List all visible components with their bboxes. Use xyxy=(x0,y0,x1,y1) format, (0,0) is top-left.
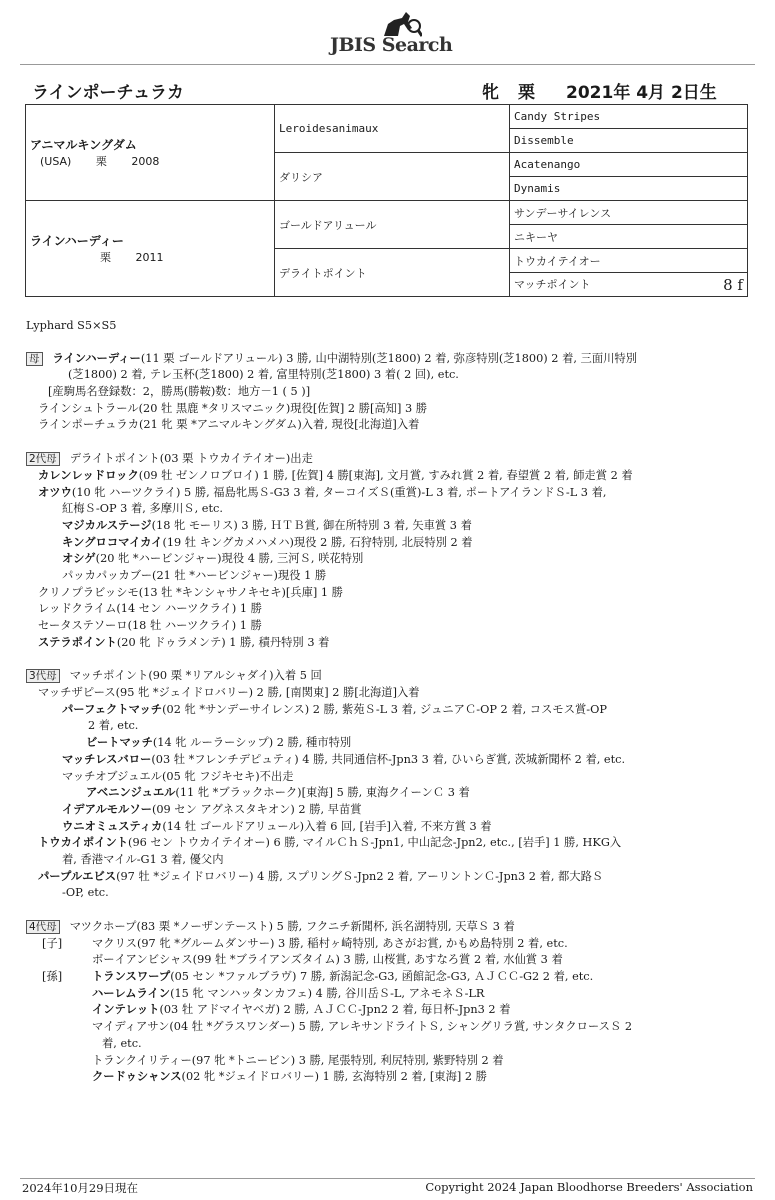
record-line xyxy=(26,635,748,652)
pedigree-ss[interactable]: Leroidesanimaux xyxy=(275,105,510,153)
horse-name-bold[interactable]: ウニオミュスティカ xyxy=(62,819,163,833)
record-line xyxy=(26,601,748,618)
record-line xyxy=(26,1069,748,1086)
footer-divider xyxy=(20,1178,755,1179)
horse-name-bold[interactable]: キングロコマイカイ xyxy=(62,535,163,549)
horse-name-bold[interactable]: ステラポイント xyxy=(38,635,117,649)
pedigree-dsd[interactable]: ニキーヤ xyxy=(510,225,748,249)
generation-tag: 母 xyxy=(26,352,43,366)
record-text: マクリス(97 牝 *グルームダンサー) 3 勝, 稲村ヶ崎特別, あさがお賞, かもめ島特別 2 着, etc. xyxy=(92,936,568,950)
record-line xyxy=(26,752,748,769)
family-sections xyxy=(26,351,748,1086)
record-text: 2 着, etc. xyxy=(88,719,139,733)
record-line xyxy=(26,785,748,802)
record-text: (05 セン *ファルブラヴ) 7 勝, 新潟記念-G3, 函館記念-G3, ＡＪＣＣ-G2 2 着, etc. xyxy=(170,970,594,984)
record-text: (02 牝 *ジェイドロバリー) 1 勝, 玄海特別 2 着, [東海] 2 勝 xyxy=(181,1070,487,1084)
record-line xyxy=(26,718,748,735)
family-number: 8 f xyxy=(723,275,743,294)
pedigree-dam[interactable] xyxy=(26,201,275,297)
pedigree-dd[interactable]: デライトポイント xyxy=(275,249,510,297)
record-text: トランクイリティー(97 牝 *トニービン) 3 勝, 尾張特別, 利尻特別, 紫野特別 2 着 xyxy=(92,1053,504,1067)
relation-label: [子] xyxy=(42,936,63,950)
record-text: 着, 香港マイル-G1 3 着, 優父内 xyxy=(62,852,224,866)
sire-name: アニマルキングダム xyxy=(30,138,137,152)
record-text: (20 牝 ドゥラメンテ) 1 勝, 積丹特別 3 着 xyxy=(116,635,330,649)
record-text: マツクホープ(83 栗 *ノーザンテースト) 5 勝, フクニチ新聞杯, 浜名湖特別, 天草Ｓ 3 着 xyxy=(69,920,515,933)
record-text: [産駒馬名登録数：2，勝馬(勝鞍)数：地方－1 ( 5 )] xyxy=(48,385,311,399)
record-text: (11 牝 *ブラックホーク)[東海] 5 勝, 東海クイーンＣ 3 着 xyxy=(175,786,470,800)
section-1 xyxy=(26,351,748,434)
record-text: -OP, etc. xyxy=(62,886,109,900)
record-line xyxy=(26,1002,748,1019)
sire-color: 栗 xyxy=(95,155,107,168)
record-line xyxy=(26,969,748,986)
record-line xyxy=(26,852,748,869)
pedigree-sd[interactable]: ダリシア xyxy=(275,153,510,201)
pedigree-dds[interactable]: トウカイテイオー xyxy=(510,249,748,273)
record-line xyxy=(26,367,748,384)
record-text: (96 セン トウカイテイオー) 6 勝, マイルＣｈＳ-Jpn1, 中山記念-Jpn2, etc., [岩手] 1 勝, HKG入 xyxy=(128,836,622,850)
record-line xyxy=(26,936,748,953)
horse-name-bold[interactable]: パープルエビス xyxy=(38,869,117,883)
horse-sex: 牝 xyxy=(482,83,499,103)
record-text: マッチポイント(90 栗 *リアルシャダイ)入着 5 回 xyxy=(69,669,322,683)
record-line xyxy=(26,919,748,936)
header-divider xyxy=(20,64,755,65)
record-text: (14 牡 ゴールドアリュール)入着 6 回, [岩手]入着, 不来方賞 3 着 xyxy=(162,819,492,833)
record-text: (20 牝 *ハービンジャー)現役 4 勝, 三河Ｓ, 咲花特別 xyxy=(95,552,364,566)
horse-name-bold[interactable]: インテレット xyxy=(92,1003,160,1017)
record-text: 紅梅Ｓ-OP 3 着, 多摩川Ｓ, etc. xyxy=(62,502,223,516)
generation-tag: 3代母 xyxy=(26,669,60,683)
pedigree-sss[interactable]: Candy Stripes xyxy=(510,105,748,129)
record-text: (14 牝 ルーラーシップ) 2 勝, 種市特別 xyxy=(152,736,352,750)
pedigree-ds[interactable]: ゴールドアリュール xyxy=(275,201,510,249)
footer-copyright: Copyright 2024 Japan Bloodhorse Breeders' Association xyxy=(425,1180,753,1194)
record-line xyxy=(26,535,748,552)
horse-name-bold[interactable]: マッチレスバロー xyxy=(62,752,152,766)
pedigree-sds[interactable]: Acatenango xyxy=(510,153,748,177)
record-text: (10 牝 ハーツクライ) 5 勝, 福島牝馬Ｓ-G3 3 着, ターコイズＳ(重賞)-L 3 着, ポートアイランドＳ-L 3 着, xyxy=(71,485,607,499)
record-line xyxy=(26,1053,748,1070)
record-line xyxy=(26,501,748,518)
record-line xyxy=(26,735,748,752)
horse-color: 栗 xyxy=(518,83,535,103)
section-2 xyxy=(26,451,748,651)
record-text: (19 牡 キングカメハメハ)現役 2 勝, 石狩特別, 北辰特別 2 着 xyxy=(162,535,473,549)
relation-label: [孫] xyxy=(42,970,63,984)
record-text: クリノプラビッシモ(13 牡 *キンシャサノキセキ)[兵庫] 1 勝 xyxy=(38,585,343,599)
record-line xyxy=(26,952,748,969)
sire-country: (USA) xyxy=(40,155,72,168)
record-line xyxy=(26,986,748,1003)
dam-color: 栗 xyxy=(100,251,111,264)
record-line xyxy=(26,485,748,502)
record-line xyxy=(26,417,748,434)
record-text: デライトポイント(03 栗 トウカイテイオー)出走 xyxy=(69,452,313,466)
horse-name-bold[interactable]: オツウ xyxy=(38,485,72,499)
section-4 xyxy=(26,919,748,1086)
pedigree-sire[interactable] xyxy=(26,105,275,201)
horse-name-bold[interactable]: トウカイポイント xyxy=(38,836,129,850)
horse-name-bold[interactable]: オシゲ xyxy=(62,552,96,566)
record-text: マッチザピース(95 牝 *ジェイドロバリー) 2 勝, [南関東] 2 勝[北海道]入着 xyxy=(38,686,420,700)
record-line xyxy=(26,618,748,635)
horse-name-bold[interactable]: ハーレムライン xyxy=(92,986,171,1000)
horse-name-bold[interactable]: トランスワープ xyxy=(92,970,171,984)
record-line xyxy=(26,835,748,852)
inbreeding: Lyphard S5×S5 xyxy=(26,319,117,332)
dam-name: ラインハーディー xyxy=(30,234,124,248)
record-line xyxy=(26,585,748,602)
record-text: レッドクライム(14 セン ハーツクライ) 1 勝 xyxy=(38,602,262,616)
horse-name: ラインポーチュラカ xyxy=(32,83,184,103)
record-text: (芝1800) 2 着, テレ玉杯(芝1800) 2 着, 富里特別(芝1800) 3 着( 2 回), etc. xyxy=(68,368,459,382)
record-line xyxy=(26,518,748,535)
horse-name-bold[interactable]: ビートマッチ xyxy=(86,736,153,750)
horse-name-bold[interactable]: ラインハーディー xyxy=(52,351,141,365)
record-line xyxy=(26,351,748,368)
record-line xyxy=(26,468,748,485)
record-text: マイディアサン(04 牡 *グラスワンダー) 5 勝, アレキサンドライトＳ, シャングリラ賞, サンタクロースＳ 2 xyxy=(92,1020,633,1034)
pedigree-ddd-cell[interactable] xyxy=(510,273,748,297)
record-text: ラインポーチュラカ(21 牝 栗 *アニマルキングダム)入着, 現役[北海道]入着 xyxy=(38,418,420,432)
record-text: ボーイアンビシャス(99 牡 *ブライアンズタイム) 3 勝, 山桜賞, あすなろ賞 2 着, 水仙賞 3 着 xyxy=(92,953,563,967)
record-text: (11 栗 ゴールドアリュール) 3 勝, 山中湖特別(芝1800) 2 着, 弥彦特別(芝1800) 2 着, 三面川特別 xyxy=(140,351,638,365)
dam-year: 2011 xyxy=(135,251,164,264)
record-text: (09 セン アグネスタキオン) 2 勝, 早苗賞 xyxy=(151,802,362,816)
generation-tag: 4代母 xyxy=(26,920,60,934)
record-line xyxy=(26,451,748,468)
record-line xyxy=(26,668,748,685)
record-line xyxy=(26,1036,748,1053)
record-text: (15 牝 マンハッタンカフェ) 4 勝, 谷川岳Ｓ-L, アネモネＳ-LR xyxy=(170,986,485,1000)
logo-text: JBIS Search xyxy=(330,34,453,56)
horse-name-bold[interactable]: クードゥシャンス xyxy=(92,1070,182,1084)
record-line xyxy=(26,568,748,585)
record-text: (03 牡 *フレンチデピュティ) 4 勝, 共同通信杯-Jpn3 3 着, ひいらぎ賞, 茨城新聞杯 2 着, etc. xyxy=(151,752,626,766)
record-text: 着, etc. xyxy=(102,1036,142,1050)
sire-year: 2008 xyxy=(131,155,160,168)
record-line xyxy=(26,885,748,902)
horse-name-bold[interactable]: カレンレッドロック xyxy=(38,468,139,482)
record-text: (02 牝 *サンデーサイレンス) 2 勝, 紫苑Ｓ-L 3 着, ジュニアＣ-OP 2 着, コスモス賞-OP xyxy=(162,702,607,716)
record-text: (97 牡 *ジェイドロバリー) 4 勝, スプリングＳ-Jpn2 2 着, アーリントンＣ-Jpn3 2 着, 都大路Ｓ xyxy=(116,869,604,883)
horse-name-bold[interactable]: イデアルモルソー xyxy=(62,802,152,816)
horse-name-bold[interactable]: パーフェクトマッチ xyxy=(62,702,163,716)
record-line xyxy=(26,869,748,886)
pedigree-table xyxy=(25,104,748,297)
record-line xyxy=(26,1019,748,1036)
horse-birth: 2021年 4月 2日生 xyxy=(566,83,717,103)
pedigree-dss[interactable]: サンデーサイレンス xyxy=(510,201,748,225)
jbis-logo[interactable] xyxy=(320,8,470,56)
horse-name-bold[interactable]: マジカルステージ xyxy=(62,518,152,532)
family-record xyxy=(26,318,748,1086)
pedigree-sdd[interactable]: Dynamis xyxy=(510,177,748,201)
record-line xyxy=(26,685,748,702)
record-line xyxy=(26,769,748,786)
record-line xyxy=(26,702,748,719)
record-text: (03 牡 アドマイヤベガ) 2 勝, ＡＪＣＣ-Jpn2 2 着, 毎日杯-Jpn3 2 着 xyxy=(159,1003,511,1017)
record-text: マッチオブジュエル(05 牝 フジキセキ)不出走 xyxy=(62,769,294,783)
record-line xyxy=(26,401,748,418)
record-text: ラインシュトラール(20 牡 黒鹿 *タリスマニック)現役[佐賀] 2 勝[高知] 3 勝 xyxy=(38,401,428,415)
record-line xyxy=(26,819,748,836)
record-line xyxy=(26,384,748,401)
generation-tag: 2代母 xyxy=(26,452,60,466)
horse-name-bold[interactable]: アベニンジュエル xyxy=(86,786,176,800)
horse-title xyxy=(28,78,748,103)
record-line xyxy=(26,551,748,568)
section-3 xyxy=(26,668,748,902)
record-line xyxy=(26,802,748,819)
record-text: セータステソーロ(18 牡 ハーツクライ) 1 勝 xyxy=(38,619,262,632)
footer-date: 2024年10月29日現在 xyxy=(22,1181,139,1195)
pedigree-ddd: マッチポイント xyxy=(514,277,591,291)
record-text: パッカパッカブー(21 牡 *ハービンジャー)現役 1 勝 xyxy=(62,568,327,582)
pedigree-ssd[interactable]: Dissemble xyxy=(510,129,748,153)
record-text: (18 牝 モーリス) 3 勝, ＨＴＢ賞, 御在所特別 3 着, 矢車賞 3 着 xyxy=(151,518,472,532)
record-text: (09 牡 ゼンノロブロイ) 1 勝, [佐賀] 4 勝[東海], 文月賞, すみれ賞 2 着, 春望賞 2 着, 師走賞 2 着 xyxy=(138,468,633,482)
